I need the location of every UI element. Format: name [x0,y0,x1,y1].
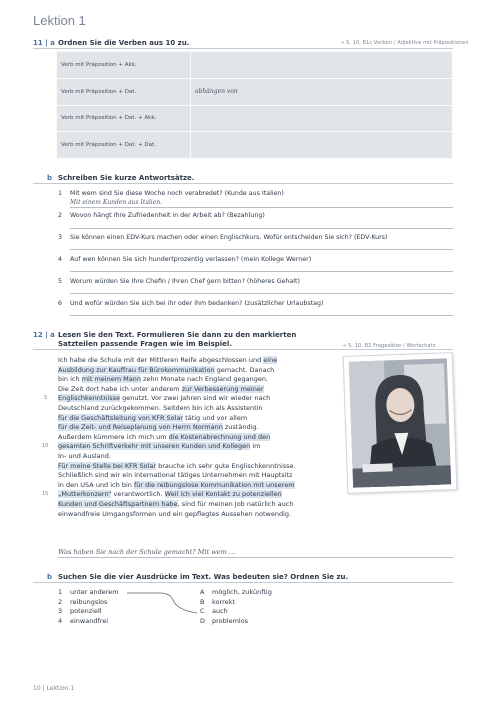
answer-line[interactable] [70,315,453,316]
answer-line [58,557,453,558]
answer-line[interactable] [70,249,453,250]
list-item: D problemlos [200,616,249,625]
footer-label: Lektion 1 [46,685,75,692]
highlight: Weil ich viel Kontakt zu potenziellen [164,490,282,499]
text-line: In- und Ausland. [58,451,111,460]
section-divider [33,349,453,350]
row-label: Verb mit Präposition + Dat. + Dat. [57,132,191,159]
list-item: C auch [200,607,228,616]
exercise-title-11a: Ordnen Sie die Verben aus 10 zu. [58,39,190,47]
text-line: Für meine Stelle bei KFR Solar brauche ich sehr gute Englischkenntnisse. [58,461,296,470]
example-answer[interactable]: Was haben Sie nach der Schule gemacht? Mit wem … [58,548,236,556]
table-row [57,105,453,132]
highlight: gesamten Schriftverkehr mit unseren Kunden und Kollegen [58,442,251,451]
row-label: Verb mit Präposition + Dat. [57,78,191,105]
answer-line[interactable] [70,271,453,272]
page-number: 10 [33,685,41,692]
text-line: für die Geschäftsleitung von KFR Solar tätig und vor allem [58,413,248,422]
exercise-title-12a-line1: Lesen Sie den Text. Formulieren Sie dann zu den markierten [58,331,297,339]
highlight: zur Verbesserung meiner [181,384,264,393]
highlight: Für meine Stelle bei KFR Solar [58,461,157,470]
section-divider [33,582,453,583]
line-number-5: 5 [44,395,48,401]
reading-text [58,356,348,519]
highlight: für die Geschäftsleitung von KFR Solar [58,413,184,422]
answer-1[interactable]: Mit einem Kunden aus Italien. [70,199,163,206]
page-footer [33,685,74,692]
text-line: Deutschland zurückgekommen. Seitdem bin ich als Assistentin [58,403,263,412]
question-6: 6 Und wofür würden Sie sich bei ihr oder ihm bedanken? (zusätzlicher Urlaubstag) [58,300,324,307]
text-line: Englischkenntnisse genutzt. Vor zwei Jahren sind wir wieder nach [58,394,271,403]
exercise-title-11b: Schreiben Sie kurze Antwortsätze. [58,174,195,182]
list-item: A möglich, zukünftig [200,588,272,596]
table-row [57,52,453,79]
exercise-letter-12b: b [47,573,53,581]
match-right-list [200,588,272,626]
text-line: Ausbildung zur Kauffrau für Bürokommunikation gemacht. Danach [58,365,275,374]
exercise-number-12a: 12 | a [33,331,55,339]
highlight: „Mutterkonzern“ [58,490,112,499]
highlight: die Kostenabrechnung und den [168,432,271,441]
reference-12a: → S. 10, B2 Fragesätze / Wortschatz [342,343,436,349]
exercise-title-12b: Suchen Sie die vier Ausdrücke im Text. Was bedeuten sie? Ordnen Sie zu. [58,573,349,581]
list-item: B korrekt [200,597,235,606]
highlight: für die Zeit- und Reiseplanung von Herrn Normann [58,423,223,432]
question-3: 3 Sie können einen EDV-Kurs machen oder einen Englischkurs. Wofür entscheiden Sie sich? (EDV-Kurs) [58,234,388,241]
table-row [57,132,453,159]
answer-cell[interactable] [191,52,453,79]
text-line: bin ich mit meinem Mann zehn Monate nach England gegangen. [58,375,269,384]
section-divider [33,48,453,49]
highlight: Englischkenntnisse [58,394,121,403]
section-divider [33,183,453,184]
match-left-list [58,588,119,626]
answer-cell[interactable] [191,105,453,132]
highlight: Kunden und Geschäftspartnern habe [58,499,178,508]
answer-line [70,207,453,208]
woman-photo [343,352,458,494]
woman-illustration [344,353,457,493]
list-item: 4 einwandfrei [58,616,109,625]
text-line: einwandfreie Umgangsformen und ein gepflegtes Aussehen notwendig. [58,509,292,518]
list-item: 3 potenziell [58,607,102,616]
row-label: Verb mit Präposition + Akk. [57,52,191,79]
answer-line[interactable] [70,228,453,229]
exercise-number-11a: 11 | a [33,39,55,47]
text-line: für die Zeit- und Reiseplanung von Herrn Normann zuständig. [58,423,259,432]
text-line: „Mutterkonzern“ verantwortlich. Weil ich viel Kontakt zu potenziellen [58,490,282,499]
answer-line[interactable] [70,293,453,294]
line-number-15: 15 [42,491,49,497]
answer-cell[interactable] [191,132,453,159]
footer-separator: | [42,685,45,692]
reference-11a: → S. 10, B1c Verben / Adjektive mit Präpositionen [340,40,469,46]
highlight: eine [263,356,278,364]
question-5: 5 Worum würden Sie Ihre Chefin / Ihren Chef gern bitten? (höheres Gehalt) [58,278,300,285]
verb-table [56,51,453,159]
table-row [57,78,453,105]
question-1: 1 Mit wem sind Sie diese Woche noch verabredet? (Kunde aus Italien) [58,190,284,197]
text-line: Schließlich sind wir ein international tätiges Unternehmen mit Hauptsitz [58,471,293,480]
highlight: mit meinem Mann [81,375,141,384]
answer-cell[interactable]: abhängen von [191,78,453,105]
text-line: gesamten Schriftverkehr mit unseren Kunden und Kollegen im [58,442,261,451]
text-line: in den USA und ich bin für die reibungslose Kommunikation mit unserem [58,480,295,489]
matching-connector [125,588,200,628]
text-line: Die Zeit dort habe ich unter anderem zur Verbesserung meiner [58,384,264,393]
exercise-title-12a-line2: Satzteilen passende Fragen wie im Beispiel. [58,340,232,348]
text-line: Außerdem kümmere ich mich um die Kostenabrechnung und den [58,432,271,441]
highlight: für die reibungslose Kommunikation mit unserem [133,480,295,489]
highlight: Ausbildung zur Kauffrau für Bürokommunikation [58,365,215,374]
list-item: 2 reibungslos [58,597,108,606]
text-line: Ich habe die Schule mit der Mittleren Reife abgeschlossen und eine [58,356,278,364]
list-item: 1 unter anderem [58,588,119,596]
exercise-letter-11b: b [47,174,53,182]
row-label: Verb mit Präposition + Dat. + Akk. [57,105,191,132]
question-4: 4 Auf wen können Sie sich hundertprozentig verlassen? (mein Kollege Werner) [58,256,312,263]
line-number-10: 10 [42,443,49,449]
text-line: Kunden und Geschäftspartnern habe, sind für meinen Job natürlich auch [58,499,294,508]
page-title: Lektion 1 [33,13,86,28]
question-2: 2 Wovon hängt Ihre Zufriedenheit in der Arbeit ab? (Bezahlung) [58,212,265,219]
